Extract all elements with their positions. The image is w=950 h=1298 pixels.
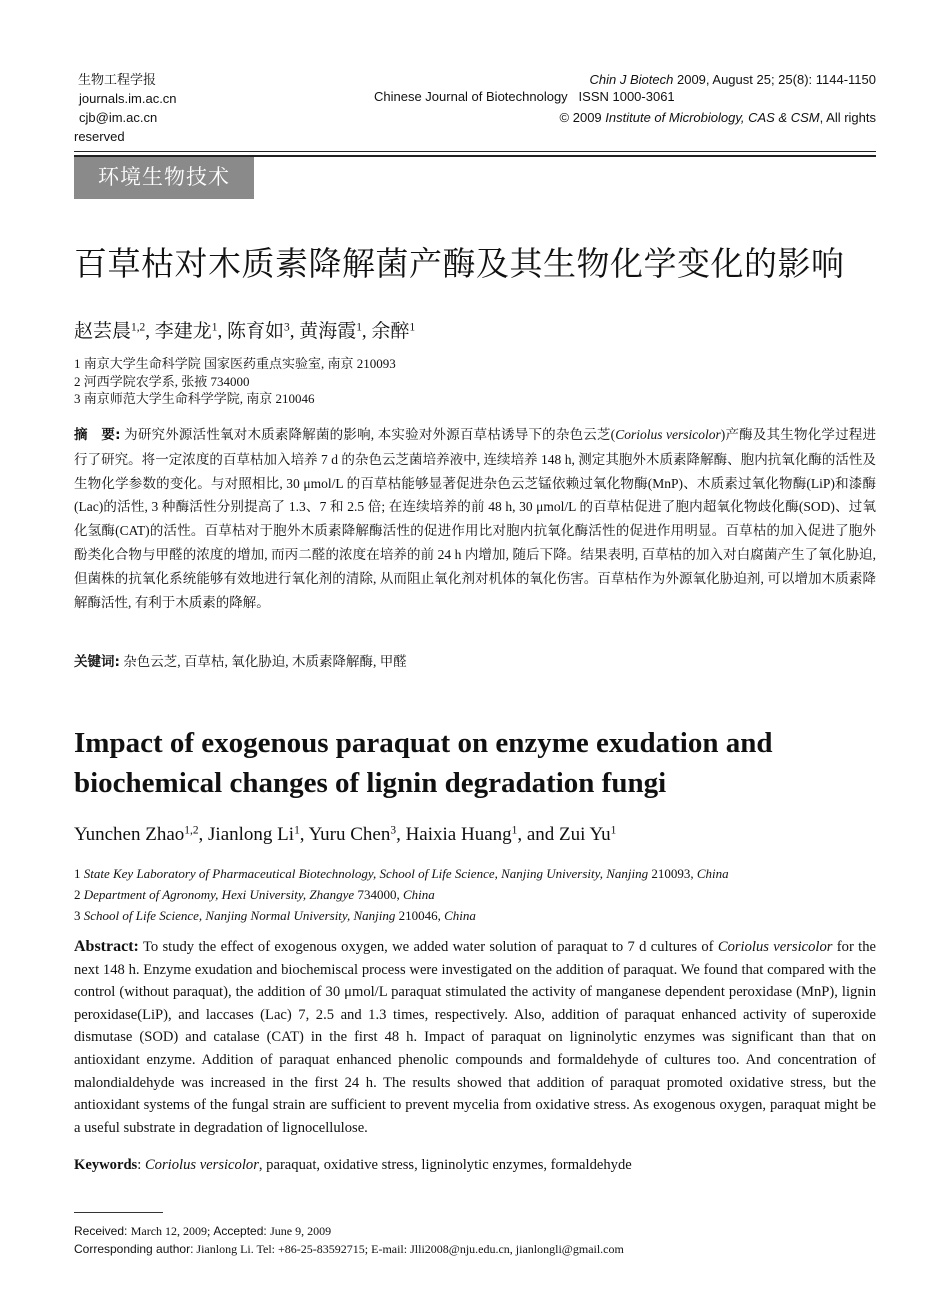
corresponding-line bbox=[74, 1240, 624, 1258]
affiliation-postcode: 734000, bbox=[354, 887, 403, 902]
author-affil-sup: 1,2 bbox=[184, 824, 199, 837]
author-affil-sup: 1 bbox=[409, 321, 416, 334]
species-name: Coriolus versicolor bbox=[615, 427, 721, 442]
affiliation-country: China bbox=[696, 866, 729, 881]
title-en-line: biochemical changes of lignin degradation fungi bbox=[74, 767, 667, 799]
footnote-divider bbox=[74, 1212, 163, 1213]
author-affil-sup: 1 bbox=[211, 321, 218, 334]
section-tag: 环境生物技术 bbox=[74, 157, 254, 199]
header-divider-thin bbox=[74, 151, 876, 152]
species-name: Coriolus versicolor bbox=[144, 1157, 259, 1173]
affiliation-en bbox=[74, 863, 729, 884]
keywords-label-en: Keywords bbox=[74, 1157, 138, 1173]
affiliation-cn: 2 河西学院农学系, 张掖 734000 bbox=[74, 373, 250, 389]
copyright-suffix: , All rights bbox=[819, 110, 876, 125]
citation-details: 2009, August 25; 25(8): 1144-1150 bbox=[676, 72, 876, 87]
accepted-date: June 9, 2009 bbox=[270, 1224, 332, 1238]
abstract-label-cn: 摘 要: bbox=[74, 427, 121, 443]
author-cn: 黄海霞 bbox=[299, 321, 357, 342]
corresponding-label: Corresponding author: bbox=[74, 1242, 194, 1256]
abstract-label-en: Abstract: bbox=[74, 938, 139, 955]
affiliation-number: 2 bbox=[74, 887, 84, 902]
author-cn: 余醉 bbox=[371, 321, 410, 342]
keywords-text-en: , paraquat, oxidative stress, ligninolytic enzymes, formaldehyde bbox=[258, 1157, 632, 1173]
accepted-label: Accepted bbox=[213, 1224, 264, 1238]
abstract-text-cn: )产酶及其生物化学过程进行了研究。将一定浓度的百草枯加入培养 7 d 的杂色云芝菌培养液中, 连续培养 148 h, 测定其胞外木质素降解酶、胞内抗氧化酶的活性及生物化学参数的变化。与对照相比, 30 μmol/L 的百草枯能够显著促进杂色云芝锰依赖过氧化物酶(MnP)、木质素过氧化物酶(LiP)和漆酶(Lac)的活性, 3 种酶活性分别提高了 1.3、7 和 2.5 倍; 在连续培养的前 48 h, 30 μmol/L 的百草枯促进了胞内超氧化物歧化酶(SOD)、过氧化氢酶(CAT)的活性。百草枯对于胞外木质素降解酶活性的促进作用比对胞内抗氧化酶活性的促进作用明显。百草枯的加入促进了胞外酚类化合物与甲醛的浓度的增加, 而丙二醛的浓度在培养的前 24 h 内增加, 随后下降。结果表明, 百草枯的加入对白腐菌产生了氧化胁迫, 但菌株的抗氧化系统能够有效地进行氧化剂的清除, 从而阻止氧化剂对机体的氧化伤害。百草枯作为外源氧化胁迫剂, 可以增加木质素降解酶活性, 有利于木质素的降解。 bbox=[74, 427, 877, 610]
author-en: Haixia Huang bbox=[405, 824, 512, 845]
affiliation-institution: School of Life Science, Nanjing Normal University, Nanjing bbox=[83, 908, 396, 923]
journal-site-link[interactable]: journals.im.ac.cn bbox=[79, 91, 177, 106]
author-en: and Zui Yu bbox=[526, 824, 611, 845]
affiliation-country: China bbox=[444, 908, 476, 923]
keywords-cn bbox=[74, 650, 407, 670]
abstract-text-en: To study the effect of exogenous oxygen, we added water solution of paraquat to 7 d cultures of bbox=[138, 939, 718, 955]
affiliations-en bbox=[74, 863, 729, 926]
affiliation-cn: 3 南京师范大学生命科学学院, 南京 210046 bbox=[74, 391, 315, 406]
copyright-line bbox=[560, 108, 876, 127]
author-en: Yuru Chen bbox=[308, 824, 391, 845]
affiliation-postcode: 210093, bbox=[648, 866, 697, 881]
affiliation-institution: Department of Agronomy, Hexi University, Zhangye bbox=[83, 887, 355, 902]
copyright-prefix: © 2009 bbox=[559, 110, 602, 125]
keywords-en: Keywords: Coriolus versicolor, paraquat, oxidative stress, ligninolytic enzymes, formaldehyde bbox=[74, 1157, 632, 1173]
author-cn: 陈育如 bbox=[226, 321, 284, 342]
affiliation-cn: 1 南京大学生命科学院 国家医药重点实验室, 南京 210093 bbox=[74, 356, 396, 371]
author-affil-sup: 3 bbox=[284, 321, 290, 334]
copyright-holder: Institute of Microbiology, CAS & CSM bbox=[605, 110, 820, 125]
abstract-text-en: for the next 148 h. Enzyme exudation and biochemiscal process were investigated on the addition of paraquat. We found that compared with the control (without paraquat), the addition of 30 μmol/L paraquat stimulated the activity of manganese dependent peroxidase (MnP), lignin peroxidase(LiP), and laccases (Lac) 7, 2.5 and 1.3 times, respectively. Also, addition of paraquat enhanced activity of superoxide dismutase (SOD) and catalase (CAT) in the first 48 h. Impact of paraquat on ligninolytic enzymes was significant than that on antioxidant enzyme. Addition of paraquat enhanced phenolic compounds and formaldehyde of cultures too. And concentration of malondialdehyde was increased in the first 24 h. The results showed that addition of paraquat promoted oxidative stress, but the antioxidant systems of the fungal strain are sufficient to prevent mycelia from oxidative stress. As exogenous oxygen, paraquat might be a useful substrate in degradation of lignocellulose. bbox=[74, 939, 876, 1136]
title-cn: 百草枯对木质素降解菌产酶及其生物化学变化的影响 bbox=[74, 245, 845, 282]
affiliation-number: 1 bbox=[74, 866, 84, 881]
keywords-text-cn: 杂色云芝, 百草枯, 氧化胁迫, 木质素降解酶, 甲醛 bbox=[123, 654, 407, 669]
abstract-text-cn: 为研究外源活性氧对木质素降解菌的影响, 本实验对外源百草枯诱导下的杂色云芝( bbox=[124, 427, 616, 442]
author-affil-sup: 3 bbox=[390, 824, 397, 837]
keywords-label-cn: 关键词: bbox=[74, 654, 120, 670]
affiliation-en bbox=[74, 905, 729, 926]
title-en bbox=[74, 723, 876, 803]
citation-line bbox=[560, 70, 876, 89]
footnote bbox=[74, 1222, 624, 1258]
author-affil-sup: 1,2 bbox=[131, 321, 146, 334]
abstract-cn bbox=[74, 423, 876, 614]
journal-masthead bbox=[74, 70, 294, 146]
species-name: Coriolus versicolor bbox=[717, 939, 833, 955]
author-affil-sup: 1 bbox=[294, 824, 300, 837]
author-affil-sup: 1 bbox=[356, 321, 362, 334]
authors-en: Yunchen Zhao$^{1,2}$, Jianlong Li$^1$, Yuru Chen$^3$, Haixia Huang$^1$, and Zui Yu$^1$ bbox=[74, 824, 617, 845]
received-label: Received bbox=[74, 1224, 125, 1238]
authors-cn: 赵芸晨$^{1,2}$, 李建龙$^1$, 陈育如$^3$, 黄海霞$^1$, 余醉$^1$ bbox=[74, 321, 416, 342]
issn: ISSN 1000-3061 bbox=[578, 89, 675, 104]
author-cn: 赵芸晨 bbox=[74, 321, 132, 342]
affiliation-en bbox=[74, 884, 729, 905]
journal-email-link[interactable]: cjb@im.ac.cn bbox=[79, 110, 158, 125]
title-en-line: Impact of exogenous paraquat on enzyme exudation and bbox=[74, 727, 773, 759]
affiliations-cn bbox=[74, 355, 396, 408]
rights-reserved-text: reserved bbox=[74, 129, 125, 144]
corresponding-text: Jianlong Li. Tel: +86-25-83592715; E-mail: Jlli2008@nju.edu.cn, jianlongli@gmail.com bbox=[196, 1242, 624, 1256]
author-cn: 李建龙 bbox=[154, 321, 212, 342]
author-affil-sup: 1 bbox=[610, 824, 617, 837]
affiliation-number: 3 bbox=[74, 908, 84, 923]
journal-name-en: Chinese Journal of Biotechnology bbox=[374, 89, 568, 104]
abstract-en bbox=[74, 936, 876, 1139]
citation-block bbox=[560, 70, 876, 127]
affiliation-country: China bbox=[402, 887, 435, 902]
journal-name-cn: 生物工程学报 bbox=[78, 72, 157, 87]
received-date: March 12, 2009; bbox=[130, 1224, 211, 1238]
author-en: Jianlong Li bbox=[208, 824, 295, 845]
dates-line: Received: March 12, 2009; Accepted: June 9, 2009 bbox=[74, 1224, 332, 1238]
affiliation-postcode: 210046, bbox=[395, 908, 445, 923]
author-affil-sup: 1 bbox=[511, 824, 518, 837]
author-en: Yunchen Zhao bbox=[74, 824, 185, 845]
citation-journal: Chin J Biotech bbox=[589, 72, 674, 87]
affiliation-institution: State Key Laboratory of Pharmaceutical Biotechnology, School of Life Science, Nanjing University, Nanjing bbox=[83, 866, 649, 881]
